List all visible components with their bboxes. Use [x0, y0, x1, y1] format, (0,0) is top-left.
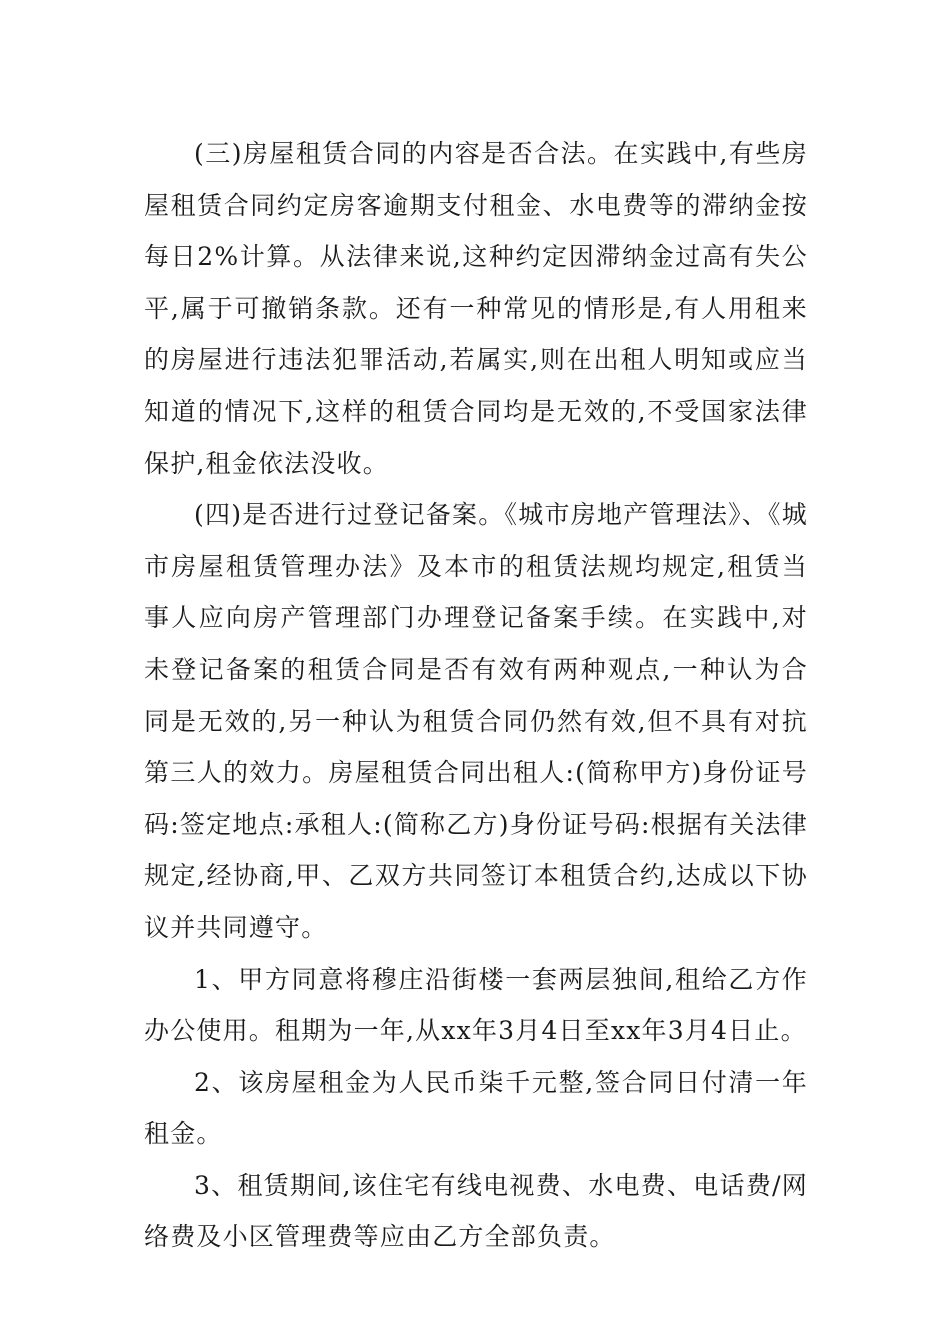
clause-3: 3、租赁期间,该住宅有线电视费、水电费、电话费/网络费及小区管理费等应由乙方全部负责。 — [144, 1170, 808, 1252]
clause-1: 1、甲方同意将穆庄沿街楼一套两层独间,租给乙方作办公使用。租期为一年,从xx年3月4日至xx年3月4日止。 — [144, 964, 808, 1046]
paragraph-item-4-registration: (四)是否进行过登记备案。《城市房地产管理法》、《城市房屋租赁管理办法》及本市的租赁法规均规定,租赁当事人应向房产管理部门办理登记备案手续。在实践中,对未登记备案的租赁合同是否有效有两种观点,一种认为合同是无效的,另一种认为租赁合同仍然有效,但不具有对抗第三人的效力。房屋租赁合同出租人:(简称甲方)身份证号码:签定地点:承租人:(简称乙方)身份证号码:根据有关法律规定,经协商,甲、乙双方共同签订本租赁合约,达成以下协议并共同遵守。 — [144, 500, 808, 942]
document-body — [144, 128, 808, 1263]
clause-2: 2、该房屋租金为人民币柒千元整,签合同日付清一年租金。 — [144, 1067, 808, 1149]
paragraph-item-3-legality: (三)房屋租赁合同的内容是否合法。在实践中,有些房屋租赁合同约定房客逾期支付租金、水电费等的滞纳金按每日2%计算。从法律来说,这种约定因滞纳金过高有失公平,属于可撤销条款。还有一种常见的情形是,有人用租来的房屋进行违法犯罪活动,若属实,则在出租人明知或应当知道的情况下,这样的租赁合同均是无效的,不受国家法律保护,租金依法没收。 — [144, 139, 808, 478]
